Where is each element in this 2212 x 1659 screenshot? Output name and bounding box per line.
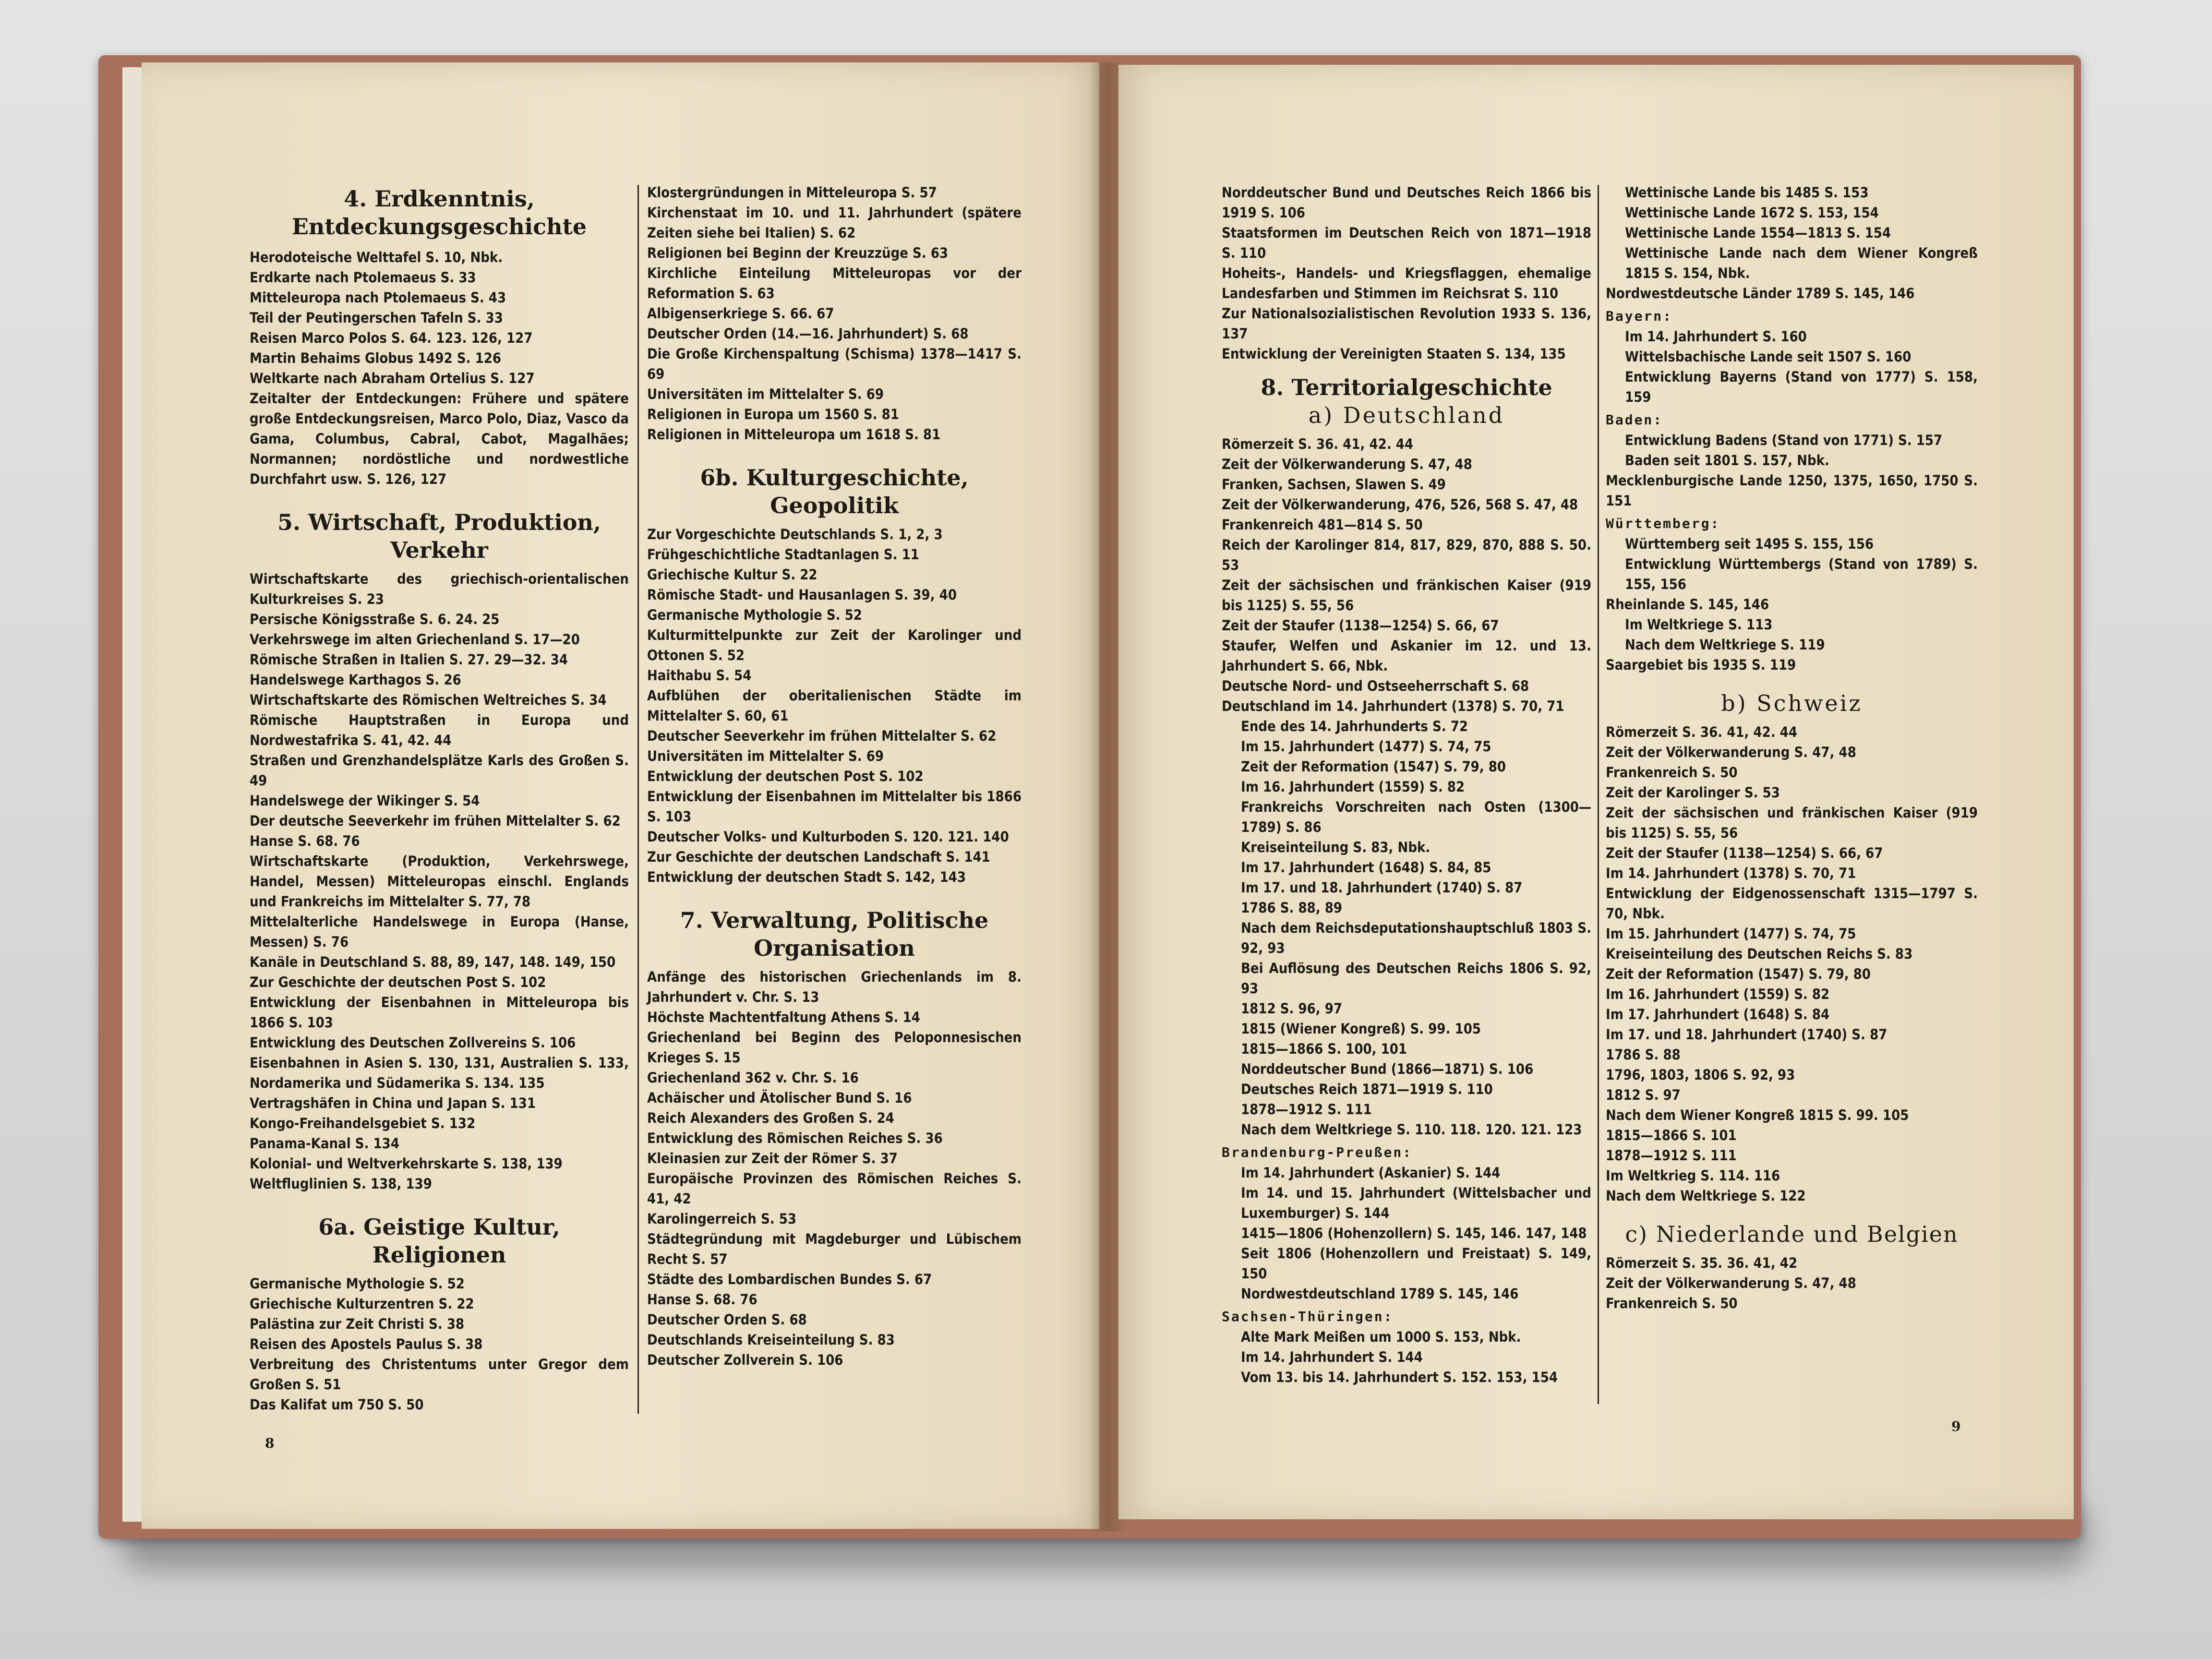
entry: Entwicklung der deutschen Post S. 102	[647, 768, 924, 784]
entry: Albigenserkriege S. 66. 67	[647, 305, 834, 322]
entry: Universitäten im Mittelalter S. 69	[647, 386, 884, 402]
entry: Griechische Kulturzentren S. 22	[250, 1296, 474, 1312]
entry: Im Weltkrieg S. 114. 116	[1606, 1167, 1780, 1184]
entry: Der deutsche Seeverkehr im frühen Mittelalter S. 62	[250, 813, 621, 829]
entry: Klostergründungen in Mitteleuropa S. 57	[647, 184, 937, 201]
entry: Entwicklung der Eisenbahnen in Mitteleuropa bis 1866 S. 103	[250, 994, 629, 1031]
entry: Vertragshäfen in China und Japan S. 131	[250, 1095, 536, 1111]
entry: Kreiseinteilung des Deutschen Reichs S. 83	[1606, 946, 1913, 962]
section-8-title: 8. Territorialgeschichte	[1261, 374, 1552, 400]
entry: 1815—1866 S. 100, 101	[1241, 1041, 1407, 1057]
entry: Entwicklung der Eidgenossenschaft 1315—1797 S. 70, Nbk.	[1606, 885, 1978, 922]
entry: Römische Straßen in Italien S. 27. 29—32. 34	[250, 651, 568, 668]
entry: Reisen des Apostels Paulus S. 38	[250, 1336, 483, 1352]
entry: Entwicklung des Römischen Reiches S. 36	[647, 1130, 943, 1146]
entry: Im 17. Jahrhundert (1648) S. 84, 85	[1241, 859, 1491, 876]
entry: Deutscher Orden S. 68	[647, 1311, 807, 1328]
section-6a-list	[250, 1274, 629, 1415]
entry: Karolingerreich S. 53	[647, 1211, 797, 1227]
entry: Entwicklung der deutschen Stadt S. 142, 143	[647, 869, 966, 885]
entry: 1786 S. 88	[1606, 1046, 1681, 1063]
entry: Zeit der Völkerwanderung S. 47, 48	[1606, 1275, 1856, 1291]
entry: Nordwestdeutsche Länder 1789 S. 145, 146	[1606, 285, 1915, 301]
entry: Entwicklung Württembergs (Stand von 1789) S. 155, 156	[1625, 556, 1978, 592]
entry: Franken, Sachsen, Slawen S. 49	[1222, 476, 1446, 493]
entry: Zeit der sächsischen und fränkischen Kaiser (919 bis 1125) S. 55, 56	[1606, 805, 1978, 841]
entry: Zeit der Völkerwanderung S. 47, 48	[1606, 744, 1856, 760]
entry: Weltfluglinien S. 138, 139	[250, 1176, 432, 1192]
page-number-right: 9	[1951, 1419, 1961, 1434]
entry: Die Große Kirchenspaltung (Schisma) 1378—1417 S. 69	[647, 346, 1022, 382]
section-5-title: 5. Wirtschaft, Produktion, Verkehr	[277, 509, 601, 563]
entry: Deutsche Nord- und Ostseeherrschaft S. 68	[1222, 678, 1529, 694]
entry: Im 14. und 15. Jahrhundert (Wittelsbacher und Luxemburger) S. 144	[1241, 1185, 1591, 1221]
page-number-left: 8	[265, 1435, 275, 1451]
section-4-list	[250, 247, 629, 489]
entry: Hanse S. 68. 76	[647, 1291, 757, 1308]
right-col-2	[1606, 182, 1978, 1313]
brandenburg-list	[1222, 1163, 1591, 1304]
section-4-title: 4. Erdkenntnis, Entdeckungsgeschichte	[291, 186, 587, 240]
entry: Zeit der Völkerwanderung S. 47, 48	[1222, 456, 1472, 472]
entry: Haithabu S. 54	[647, 667, 752, 684]
baden-list	[1606, 430, 1978, 470]
entry: Deutscher Seeverkehr im frühen Mittelalter S. 62	[647, 728, 997, 744]
entry: Deutscher Volks- und Kulturboden S. 120. 121. 140	[647, 829, 1009, 845]
entry: Kleinasien zur Zeit der Römer S. 37	[647, 1150, 898, 1166]
entry: Römische Stadt- und Hausanlagen S. 39, 40	[647, 587, 957, 603]
section-6a-continued	[647, 182, 1022, 445]
sachsen-list	[1222, 1327, 1591, 1387]
entry: Mitteleuropa nach Ptolemaeus S. 43	[250, 289, 506, 306]
entry: Saargebiet bis 1935 S. 119	[1606, 657, 1796, 673]
entry: Verbreitung des Christentums unter Gregor dem Großen S. 51	[250, 1356, 629, 1393]
entry: Norddeutscher Bund und Deutsches Reich 1866 bis 1919 S. 106	[1222, 184, 1591, 221]
entry: Zeit der Reformation (1547) S. 79, 80	[1241, 758, 1506, 775]
entry: Hoheits-, Handels- und Kriegsflaggen, ehemalige Landesfarben und Stimmen im Reichsrat S. 110	[1222, 265, 1591, 301]
entry: Römerzeit S. 36. 41, 42. 44	[1606, 724, 1798, 740]
entry: Handelswege Karthagos S. 26	[250, 672, 461, 688]
entry: Griechenland 362 v. Chr. S. 16	[647, 1070, 859, 1086]
entry: Frankenreich S. 50	[1606, 764, 1738, 781]
entry: Nordwestdeutschland 1789 S. 145, 146	[1241, 1286, 1519, 1302]
entry: Nach dem Reichsdeputationshauptschluß 1803 S. 92, 93	[1241, 920, 1591, 956]
entry: Städte des Lombardischen Bundes S. 67	[647, 1271, 932, 1287]
section-8b-title: b) Schweiz	[1721, 690, 1863, 716]
entry: Im 14. Jahrhundert (1378) S. 70, 71	[1606, 865, 1856, 881]
wuerttemberg-list	[1606, 534, 1978, 594]
entry: Wettinische Lande bis 1485 S. 153	[1625, 184, 1869, 201]
category-brandenburg: Brandenburg-Preußen:	[1222, 1144, 1413, 1160]
entry: Reich Alexanders des Großen S. 24	[647, 1110, 894, 1126]
entry: Griechenland bei Beginn des Peloponnesischen Krieges S. 15	[647, 1029, 1022, 1066]
entry: Nach dem Weltkriege S. 119	[1625, 637, 1825, 653]
entry: Wirtschaftskarte (Produktion, Verkehrswege, Handel, Messen) Mitteleuropas einschl. Englands und Frankreichs im Mittelalter S. 77, 78	[250, 853, 629, 910]
entry: Martin Behaims Globus 1492 S. 126	[250, 350, 502, 366]
entry: Wettinische Lande 1672 S. 153, 154	[1625, 204, 1879, 221]
entry: Bei Auflösung des Deutschen Reichs 1806 S. 92, 93	[1241, 960, 1591, 997]
entry: 1812 S. 96, 97	[1241, 1000, 1343, 1017]
entry: Wittelsbachische Lande seit 1507 S. 160	[1625, 349, 1911, 365]
entry: 1878—1912 S. 111	[1241, 1101, 1372, 1118]
entry: Seit 1806 (Hohenzollern und Freistaat) S. 149, 150	[1241, 1245, 1591, 1282]
entry: Im 17. und 18. Jahrhundert (1740) S. 87	[1241, 879, 1523, 896]
entry: Rheinlande S. 145, 146	[1606, 596, 1769, 613]
section-8a-list	[1222, 434, 1591, 716]
section-8a-title: a) Deutschland	[1308, 402, 1505, 428]
right-column-rule	[1598, 185, 1599, 1404]
entry: Aufblühen der oberitalienischen Städte im Mittelalter S. 60, 61	[647, 687, 1022, 724]
section-8c-title: c) Niederlande und Belgien	[1625, 1221, 1959, 1247]
entry: Im Weltkriege S. 113	[1625, 616, 1773, 633]
entry: Eisenbahnen in Asien S. 130, 131, Australien S. 133, Nordamerika und Südamerika S. 134. 135	[250, 1055, 629, 1091]
entry: Weltkarte nach Abraham Ortelius S. 127	[250, 370, 535, 386]
right-col-1	[1222, 182, 1591, 1387]
entry: Württemberg seit 1495 S. 155, 156	[1625, 536, 1874, 552]
section-8b-list	[1606, 722, 1978, 1206]
category-wuerttemberg: Württemberg:	[1606, 516, 1720, 531]
entry: Staufer, Welfen und Askanier im 12. und 13. Jahrhundert S. 66, Nbk.	[1222, 637, 1591, 674]
entry: Reich der Karolinger 814, 817, 829, 870, 888 S. 50. 53	[1222, 537, 1591, 573]
entry: Teil der Peutingerschen Tafeln S. 33	[250, 310, 503, 326]
entry: Nach dem Weltkriege S. 110. 118. 120. 121. 123	[1241, 1121, 1582, 1138]
entry: Im 17. und 18. Jahrhundert (1740) S. 87	[1606, 1026, 1887, 1043]
entry: 1786 S. 88, 89	[1241, 900, 1343, 916]
entry: Staatsformen im Deutschen Reich von 1871—1918 S. 110	[1222, 225, 1591, 261]
entry: Höchste Machtentfaltung Athens S. 14	[647, 1009, 920, 1025]
category-sachsen: Sachsen-Thüringen:	[1222, 1309, 1394, 1324]
bayern-list	[1606, 326, 1978, 407]
entry: Entwicklung der Eisenbahnen im Mittelalter bis 1866 S. 103	[647, 788, 1022, 825]
entry: Wirtschaftskarte des Römischen Weltreiches S. 34	[250, 692, 607, 708]
entry: Alte Mark Meißen um 1000 S. 153, Nbk.	[1241, 1329, 1521, 1345]
entry: Verkehrswege im alten Griechenland S. 17—20	[250, 631, 580, 648]
entry: Persische Königsstraße S. 6. 24. 25	[250, 611, 500, 627]
section-7-title: 7. Verwaltung, Politische Organisation	[680, 907, 989, 961]
entry: 1812 S. 97	[1606, 1087, 1681, 1103]
entry: Zur Geschichte der deutschen Post S. 102	[250, 974, 546, 990]
entry: Handelswege der Wikinger S. 54	[250, 793, 480, 809]
entry: Im 14. Jahrhundert (Askanier) S. 144	[1241, 1165, 1501, 1181]
section-5-list	[250, 569, 629, 1194]
entry: 1878—1912 S. 111	[1606, 1147, 1737, 1164]
entry: Deutschland im 14. Jahrhundert (1378) S. 70, 71	[1222, 698, 1564, 714]
entry: Zeit der Staufer (1138—1254) S. 66, 67	[1222, 617, 1499, 634]
entry: Kulturmittelpunkte zur Zeit der Karolinger und Ottonen S. 52	[647, 627, 1022, 663]
entry: Frühgeschichtliche Stadtanlagen S. 11	[647, 546, 919, 563]
entry: Entwicklung Bayerns (Stand von 1777) S. 158, 159	[1625, 369, 1978, 405]
wettin-list	[1606, 182, 1978, 283]
entry: Anfänge des historischen Griechenlands im 8. Jahrhundert v. Chr. S. 13	[647, 969, 1022, 1005]
entry: Städtegründung mit Magdeburger und Lübischem Recht S. 57	[647, 1231, 1022, 1267]
entry: Zeit der Staufer (1138—1254) S. 66, 67	[1606, 845, 1883, 861]
entry: Deutsches Reich 1871—1919 S. 110	[1241, 1081, 1493, 1097]
entry: 1815 (Wiener Kongreß) S. 99. 105	[1241, 1021, 1481, 1037]
entry: Im 17. Jahrhundert (1648) S. 84	[1606, 1006, 1830, 1022]
left-column-rule	[637, 185, 639, 1414]
entry: Kanäle in Deutschland S. 88, 89, 147, 148. 149, 150	[250, 954, 616, 970]
entry: Zeit der Karolinger S. 53	[1606, 784, 1780, 801]
entry: Im 16. Jahrhundert (1559) S. 82	[1241, 779, 1465, 795]
entry: Baden seit 1801 S. 157, Nbk.	[1625, 452, 1829, 469]
entry: Kongo-Freihandelsgebiet S. 132	[250, 1115, 476, 1131]
entry: Kolonial- und Weltverkehrskarte S. 138, 139	[250, 1155, 563, 1172]
entry: Reisen Marco Polos S. 64. 123. 126, 127	[250, 330, 533, 346]
entry: Das Kalifat um 750 S. 50	[250, 1396, 424, 1413]
entry: Im 15. Jahrhundert (1477) S. 74, 75	[1606, 926, 1856, 942]
entry: Germanische Mythologie S. 52	[647, 607, 862, 623]
category-bayern: Bayern:	[1606, 308, 1673, 324]
entry: Erdkarte nach Ptolemaeus S. 33	[250, 269, 476, 286]
entry: Römerzeit S. 36. 41, 42. 44	[1222, 436, 1414, 452]
section-8a-sublist	[1222, 716, 1591, 1140]
category-baden: Baden:	[1606, 412, 1663, 428]
entry: Griechische Kultur S. 22	[647, 566, 817, 583]
section-6b-title: 6b. Kulturgeschichte, Geopolitik	[700, 465, 969, 518]
entry: Wirtschaftskarte des griechisch-orientalischen Kulturkreises S. 23	[250, 571, 629, 607]
entry: Zeit der sächsischen und fränkischen Kaiser (919 bis 1125) S. 55, 56	[1222, 577, 1591, 613]
section-7-continued	[1222, 182, 1591, 364]
entry: Zur Vorgeschichte Deutschlands S. 1, 2, 3	[647, 526, 943, 542]
entry: Kirchenstaat im 10. und 11. Jahrhundert (spätere Zeiten siehe bei Italien) S. 62	[647, 204, 1022, 241]
entry: Wettinische Lande nach dem Wiener Kongreß 1815 S. 154, Nbk.	[1625, 245, 1978, 281]
rheinlande-list	[1606, 614, 1978, 655]
entry: Religionen bei Beginn der Kreuzzüge S. 63	[647, 245, 949, 261]
entry: Im 15. Jahrhundert (1477) S. 74, 75	[1241, 738, 1491, 755]
entry: Im 16. Jahrhundert (1559) S. 82	[1606, 986, 1830, 1002]
section-7-list	[647, 967, 1022, 1370]
entry: Kirchliche Einteilung Mitteleuropas vor der Reformation S. 63	[647, 265, 1022, 301]
entry: Straßen und Grenzhandelsplätze Karls des Großen S. 49	[250, 752, 629, 789]
entry: Zeit der Völkerwanderung, 476, 526, 568 S. 47, 48	[1222, 496, 1578, 513]
entry: Kreiseinteilung S. 83, Nbk.	[1241, 839, 1431, 855]
entry: Palästina zur Zeit Christi S. 38	[250, 1316, 465, 1332]
entry: Römische Hauptstraßen in Europa und Nordwestafrika S. 41, 42. 44	[250, 712, 629, 748]
section-8c-list	[1606, 1253, 1978, 1313]
entry: Norddeutscher Bund (1866—1871) S. 106	[1241, 1061, 1534, 1077]
section-6b-list	[647, 524, 1022, 887]
entry: Wettinische Lande 1554—1813 S. 154	[1625, 225, 1891, 241]
entry: Nach dem Wiener Kongreß 1815 S. 99. 105	[1606, 1107, 1909, 1123]
entry: Religionen in Europa um 1560 S. 81	[647, 406, 899, 422]
entry: Frankenreich 481—814 S. 50	[1222, 517, 1423, 533]
left-col-2	[647, 182, 1022, 1370]
entry: Religionen in Mitteleuropa um 1618 S. 81	[647, 426, 941, 443]
entry: Universitäten im Mittelalter S. 69	[647, 748, 884, 764]
entry: Deutscher Orden (14.—16. Jahrhundert) S. 68	[647, 325, 969, 342]
entry: Mecklenburgische Lande 1250, 1375, 1650, 1750 S. 151	[1606, 472, 1978, 509]
entry: Deutschlands Kreiseinteilung S. 83	[647, 1332, 895, 1348]
entry: Römerzeit S. 35. 36. 41, 42	[1606, 1255, 1798, 1271]
entry: Nach dem Weltkriege S. 122	[1606, 1188, 1806, 1204]
entry: Entwicklung der Vereinigten Staaten S. 134, 135	[1222, 346, 1566, 362]
entry: Germanische Mythologie S. 52	[250, 1275, 465, 1292]
entry: Zeit der Reformation (1547) S. 79, 80	[1606, 966, 1871, 982]
entry: Vom 13. bis 14. Jahrhundert S. 152. 153, 154	[1241, 1369, 1558, 1385]
entry: Frankreichs Vorschreiten nach Osten (1300—1789) S. 86	[1241, 799, 1591, 835]
entry: Deutscher Zollverein S. 106	[647, 1352, 843, 1368]
entry: Zur Geschichte der deutschen Landschaft S. 141	[647, 849, 990, 865]
section-6a-title: 6a. Geistige Kultur, Religionen	[318, 1214, 560, 1268]
entry: Frankenreich S. 50	[1606, 1295, 1738, 1311]
entry: Hanse S. 68. 76	[250, 833, 360, 849]
entry: Ende des 14. Jahrhunderts S. 72	[1241, 718, 1468, 734]
entry: Im 14. Jahrhundert S. 144	[1241, 1349, 1423, 1365]
entry: Europäische Provinzen des Römischen Reiches S. 41, 42	[647, 1170, 1022, 1207]
entry: Panama-Kanal S. 134	[250, 1135, 399, 1152]
entry: 1796, 1803, 1806 S. 92, 93	[1606, 1067, 1795, 1083]
entry: Achäischer und Ätolischer Bund S. 16	[647, 1090, 912, 1106]
entry: Im 14. Jahrhundert S. 160	[1625, 328, 1807, 345]
entry: Zur Nationalsozialistischen Revolution 1933 S. 136, 137	[1222, 305, 1591, 342]
entry: Zeitalter der Entdeckungen: Frühere und spätere große Entdeckungsreisen, Marco Polo, Diaz, Vasco da Gama, Columbus, Cabral, Cabot, Magalhães; Normannen; nordöstliche und nordwestliche Durchfahrt usw. S. 126, 127	[250, 390, 629, 487]
left-col-1	[250, 185, 629, 1415]
entry: Mittelalterliche Handelswege in Europa (Hanse, Messen) S. 76	[250, 914, 629, 950]
entry: 1815—1866 S. 101	[1606, 1127, 1737, 1143]
entry: Entwicklung des Deutschen Zollvereins S. 106	[250, 1034, 576, 1051]
entry: Entwicklung Badens (Stand von 1771) S. 157	[1625, 432, 1943, 448]
entry: Herodoteische Welttafel S. 10, Nbk.	[250, 249, 503, 265]
entry: 1415—1806 (Hohenzollern) S. 145, 146. 147, 148	[1241, 1225, 1587, 1241]
